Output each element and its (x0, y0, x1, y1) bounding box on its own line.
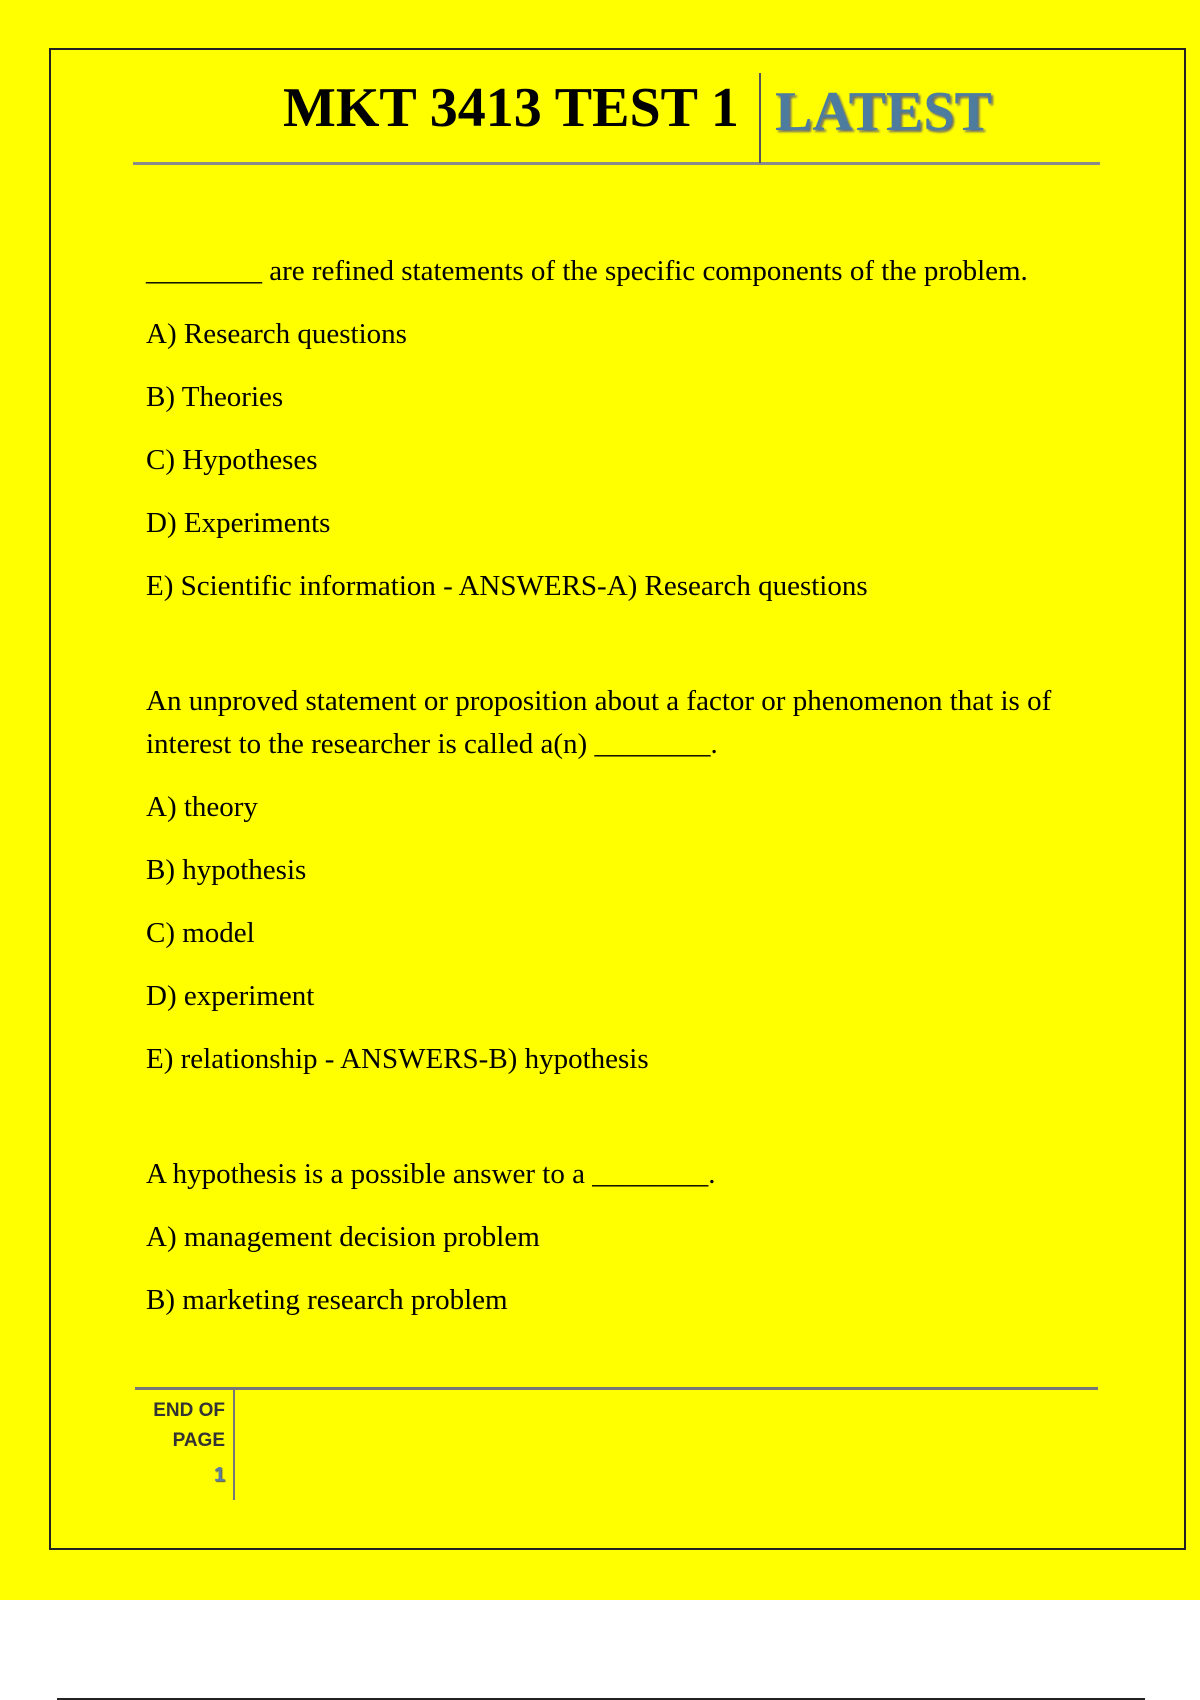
answer-option: B) marketing research problem (146, 1284, 508, 1316)
header-divider (759, 73, 761, 163)
page-number: 1 (213, 1464, 225, 1486)
answer-option: B) hypothesis (146, 854, 307, 886)
answer-option: A) management decision problem (146, 1221, 540, 1253)
answer-option: A) Research questions (146, 318, 407, 350)
latest-tag: LATEST (775, 81, 992, 143)
footer-divider (233, 1390, 235, 1500)
question-2 (146, 680, 1106, 1081)
question-1 (146, 250, 1106, 608)
question-stem: An unproved statement or proposition about a factor or phenomenon that is of interest to the researcher is called a(n) ________. (146, 685, 1052, 760)
end-of-page-label (140, 1396, 225, 1456)
answer-option: D) experiment (146, 980, 315, 1012)
footer-rule (135, 1387, 1098, 1390)
answer-option: C) model (146, 917, 255, 949)
question-3 (146, 1153, 1106, 1322)
questions-content (146, 250, 1106, 1342)
answer-option: B) Theories (146, 381, 284, 413)
question-stem: ________ are refined statements of the specific components of the problem. (146, 255, 1028, 287)
answer-option-with-answer: E) relationship - ANSWERS-B) hypothesis (146, 1043, 649, 1075)
answer-option-with-answer: E) Scientific information - ANSWERS-A) Research questions (146, 570, 868, 602)
document-title: MKT 3413 TEST 1 (283, 77, 739, 139)
answer-option: D) Experiments (146, 507, 331, 539)
end-of-label: END OF (153, 1400, 225, 1421)
document-header (133, 70, 1100, 165)
answer-option: C) Hypotheses (146, 444, 318, 476)
page-label: PAGE (172, 1430, 225, 1451)
answer-option: A) theory (146, 791, 258, 823)
question-stem: A hypothesis is a possible answer to a ________. (146, 1158, 716, 1190)
